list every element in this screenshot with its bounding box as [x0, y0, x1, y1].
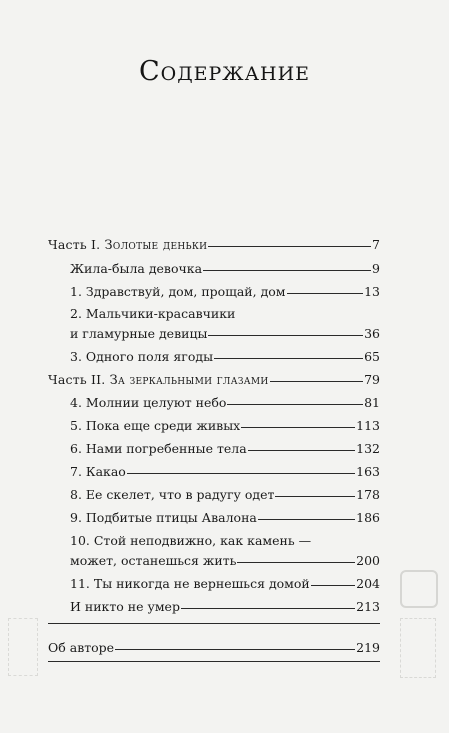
leader-line: [203, 270, 371, 271]
toc-entry-5: [70, 418, 380, 434]
entry-title: Об авторе: [48, 640, 115, 655]
toc-entry-8: [70, 487, 380, 503]
entry-title: 11. Ты никогда не вернешься домой: [70, 576, 310, 591]
toc-part-1: [48, 237, 380, 254]
entry-page: 204: [356, 576, 380, 591]
leader-line: [311, 585, 355, 586]
leader-line: [115, 649, 355, 650]
entry-page: 163: [356, 464, 380, 479]
part-1-page: 7: [372, 237, 380, 252]
part-2-prefix: Часть II.: [48, 372, 110, 387]
entry-title: и гламурные девицы: [70, 326, 208, 341]
entry-title: может, останешься жить: [70, 553, 237, 568]
entry-title: 9. Подбитые птицы Авалона: [70, 510, 257, 525]
entry-page: 186: [356, 510, 380, 525]
entry-page: 113: [356, 418, 380, 433]
leader-line: [227, 404, 363, 405]
leader-line: [237, 562, 355, 563]
entry-title: Жила-была девочка: [70, 261, 203, 276]
leader-line: [214, 358, 363, 359]
part-1-name: Золотые деньки: [104, 238, 208, 253]
toc-entry-prologue: [70, 261, 380, 277]
entry-title: 4. Молнии целуют небо: [70, 395, 227, 410]
leader-line: [258, 519, 355, 520]
entry-page: 132: [356, 441, 380, 456]
toc-entry-12: [70, 599, 380, 615]
toc-entry-11: [70, 576, 380, 592]
entry-title: 7. Какао: [70, 464, 126, 479]
leader-line: [275, 496, 355, 497]
toc-entry-2: [70, 326, 380, 342]
page-title: Содержание: [138, 56, 311, 87]
entry-page: 9: [372, 261, 380, 276]
section-divider: [48, 661, 380, 662]
entry-title: 8. Ее скелет, что в радугу одет: [70, 487, 275, 502]
leader-line: [208, 335, 363, 336]
entry-page: 81: [364, 395, 380, 410]
leader-line: [270, 381, 364, 382]
ghost-age-badge: [400, 570, 438, 608]
entry-title: И никто не умер: [70, 599, 180, 614]
entry-page: 13: [364, 284, 380, 299]
toc-entry-1: [70, 284, 380, 300]
entry-title: 3. Одного поля ягоды: [70, 349, 214, 364]
entry-page: 178: [356, 487, 380, 502]
entry-title: 1. Здравствуй, дом, прощай, дом: [70, 284, 286, 299]
entry-10-line1: 10. Стой неподвижно, как камень —: [70, 533, 312, 548]
toc-entry-10: [70, 553, 380, 569]
leader-line: [241, 427, 355, 428]
toc-entry-7: [70, 464, 380, 480]
entry-page: 200: [356, 553, 380, 568]
leader-line: [127, 473, 355, 474]
entry-page: 219: [356, 640, 380, 655]
entry-title: 6. Нами погребенные тела: [70, 441, 247, 456]
part-1-prefix: Часть I.: [48, 237, 105, 252]
entry-2-line1: 2. Мальчики-красавчики: [70, 306, 236, 321]
toc-entry-9: [70, 510, 380, 526]
part-2-page: 79: [364, 372, 380, 387]
toc-entry-6: [70, 441, 380, 457]
leader-line: [248, 450, 355, 451]
ghost-barcode: [400, 618, 436, 678]
entry-title: 5. Пока еще среди живых: [70, 418, 241, 433]
leader-line: [181, 608, 355, 609]
part-2-name: За зеркальными глазами: [109, 373, 269, 388]
ghost-mark: [8, 618, 38, 676]
toc-entry-4: [70, 395, 380, 411]
entry-page: 65: [364, 349, 380, 364]
entry-page: 213: [356, 599, 380, 614]
leader-line: [208, 246, 371, 247]
toc-entry-3: [70, 349, 380, 365]
leader-line: [287, 293, 364, 294]
toc-part-2: [48, 372, 380, 389]
toc-entry-about: [48, 640, 380, 656]
section-divider: [48, 623, 380, 624]
entry-page: 36: [364, 326, 380, 341]
